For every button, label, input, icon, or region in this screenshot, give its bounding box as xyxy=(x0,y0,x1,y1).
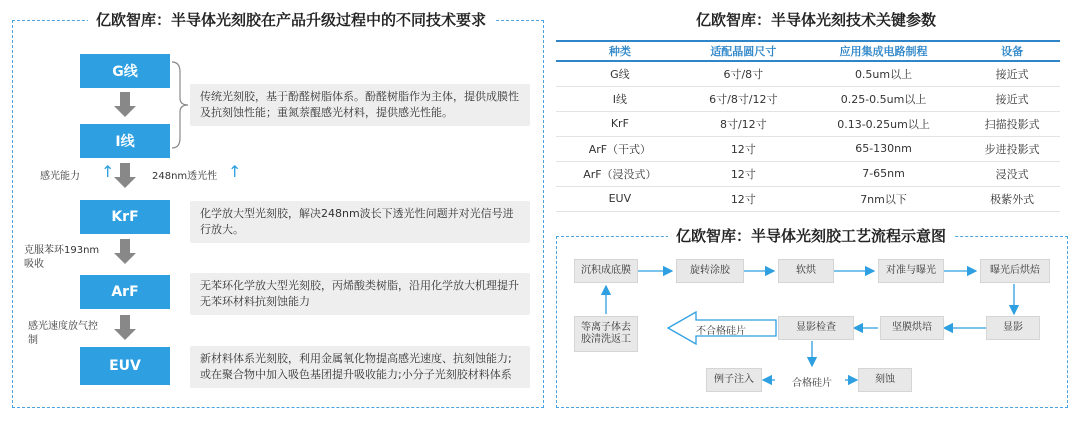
desc-euv: 新材料体系光刻胶，利用金属氧化物提高感光速度、抗刻蚀能力;或在聚合物中加入吸色基团提升吸收能力;小分子光刻胶材料体系 xyxy=(190,346,530,388)
label-sensitivity: 感光能力 xyxy=(40,171,80,182)
step-deposit: 沉积成底膜 xyxy=(574,259,638,283)
stage-i-line: I线 xyxy=(80,124,170,158)
table-cell: 接近式 xyxy=(964,61,1060,86)
table-cell: 0.5um以上 xyxy=(803,61,964,86)
step-inspect: 显影检查 xyxy=(778,316,854,340)
step-spin-coat: 旋转涂胶 xyxy=(676,259,744,283)
label-transmittance: 248nm透光性 xyxy=(152,171,218,182)
table-cell: 65-130nm xyxy=(803,136,964,161)
header-equipment: 设备 xyxy=(964,41,1060,61)
up-arrow-icon: ↑ xyxy=(101,162,115,181)
up-arrow-icon: ↑ xyxy=(228,162,242,181)
table-cell: 6寸/8寸/12寸 xyxy=(684,86,803,111)
table-cell: 12寸 xyxy=(684,161,803,186)
params-title: 亿欧智库：半导体光刻技术关键参数 xyxy=(688,10,944,30)
table-cell: EUV xyxy=(556,186,684,211)
table-cell: 7nm以下 xyxy=(803,186,964,211)
table-cell: ArF（浸没式） xyxy=(556,161,684,186)
header-process: 应用集成电路制程 xyxy=(803,41,964,61)
table-cell: ArF（干式） xyxy=(556,136,684,161)
table-cell: KrF xyxy=(556,111,684,136)
table-cell: 12寸 xyxy=(684,136,803,161)
table-cell: 12寸 xyxy=(684,186,803,211)
desc-g-i-line: 传统光刻胶，基于酚醛树脂体系。酚醛树脂作为主体，提供成膜性及抗刻蚀性能；重氮萘醌感光材料，提供感光性能。 xyxy=(190,84,530,126)
label-outgas: 感光速度放气控制 xyxy=(28,321,98,346)
table-cell: 7-65nm xyxy=(803,161,964,186)
header-type: 种类 xyxy=(556,41,684,61)
step-ion-implant: 例子注入 xyxy=(706,368,762,392)
process-flow-title: 亿欧智库：半导体光刻胶工艺流程示意图 xyxy=(668,226,954,246)
header-wafer: 适配晶圆尺寸 xyxy=(684,41,803,61)
step-rework: 等离子体去胶清洗返工 xyxy=(574,316,638,352)
desc-arf: 无苯环化学放大型光刻胶，丙烯酸类树脂，沿用化学放大机理提升无苯环材料抗刻蚀能力 xyxy=(190,273,530,315)
table-cell: 0.13-0.25um以上 xyxy=(803,111,964,136)
table-cell: I线 xyxy=(556,86,684,111)
step-hard-bake: 坚膜烘培 xyxy=(880,316,944,340)
table-cell: 接近式 xyxy=(964,86,1060,111)
table-cell: 极紫外式 xyxy=(964,186,1060,211)
table-cell: 8寸/12寸 xyxy=(684,111,803,136)
step-etch: 刻蚀 xyxy=(858,368,912,392)
pass-label: 合格硅片 xyxy=(792,378,832,389)
stage-euv: EUV xyxy=(80,347,170,385)
step-post-bake: 曝光后烘焙 xyxy=(980,259,1050,283)
table-cell: 步进投影式 xyxy=(964,136,1060,161)
table-cell: G线 xyxy=(556,61,684,86)
stage-g-line: G线 xyxy=(80,54,170,88)
step-align-expose: 对准与曝光 xyxy=(878,259,944,283)
tech-requirements-title: 亿欧智库：半导体光刻胶在产品升级过程中的不同技术要求 xyxy=(88,10,494,30)
stage-krf: KrF xyxy=(80,200,170,234)
desc-krf: 化学放大型光刻胶，解决248nm波长下透光性问题并对光信号进行放大。 xyxy=(190,201,530,243)
step-soft-bake: 软烘 xyxy=(778,259,834,283)
table-cell: 0.25-0.5um以上 xyxy=(803,86,964,111)
label-benzene: 克服苯环193nm吸收 xyxy=(24,245,100,270)
table-cell: 浸没式 xyxy=(964,161,1060,186)
table-cell: 6寸/8寸 xyxy=(684,61,803,86)
reject-label: 不合格硅片 xyxy=(696,326,746,337)
step-develop: 显影 xyxy=(986,316,1040,340)
stage-arf: ArF xyxy=(80,275,170,309)
table-cell: 扫描投影式 xyxy=(964,111,1060,136)
